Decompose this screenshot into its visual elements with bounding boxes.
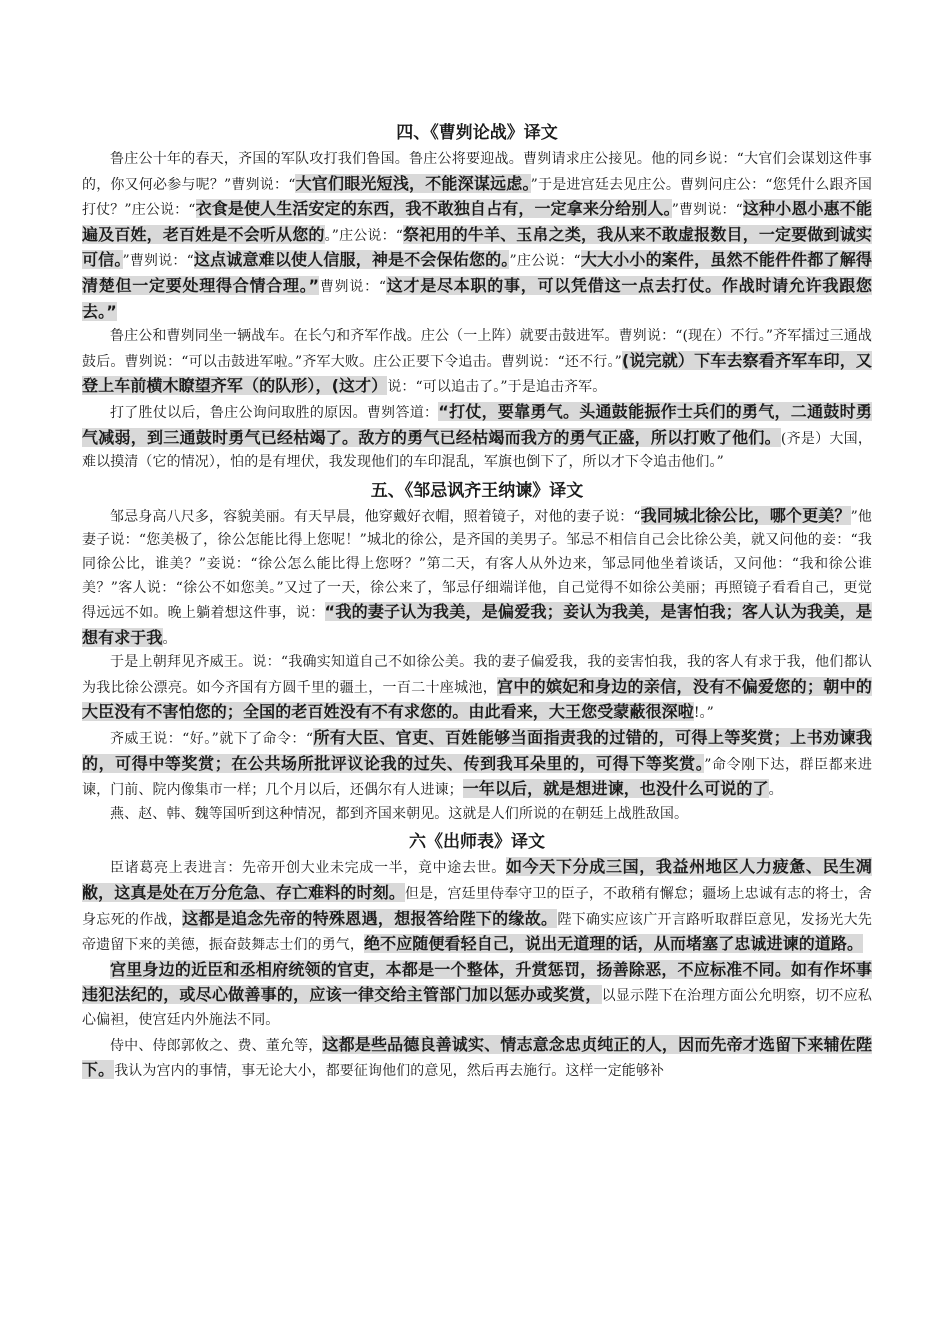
paragraph [82, 325, 872, 400]
body-text: 以显示陛下在治理方面公允明察，切不应私心偏袒，使宫廷内外施法不同。 [82, 988, 873, 1028]
highlighted-text: 大官们眼光短浅，不能深谋远虑。 [295, 173, 531, 193]
body-text: !。” [693, 705, 714, 722]
body-text: 齐威王说：“好。”就下了命令：“ [110, 731, 314, 748]
section-title: 四、《曹刿论战》译文 [396, 123, 558, 143]
body-text: ”庄公说：“ [509, 253, 581, 270]
highlighted-text: (说完就）下车去察看齐军车印，又登上车前横木瞭望齐军（的队形），(这才） [82, 350, 872, 396]
body-text: 打了胜仗以后，鲁庄公询问取胜的原因。曹刿答道： [110, 404, 439, 421]
section-title: 六《出师表》译文 [409, 832, 545, 853]
highlighted-text: 一年以后，就是想进谏，也没什么可说的了 [462, 779, 769, 799]
body-text: ”于是进宫廷去见庄公。曹刿问庄公：“您凭什么跟齐国打仗？”庄公说：“ [82, 176, 872, 219]
body-text: 鲁庄公和曹刿同坐一辆战车。在长勺和齐军作战。庄公（一上阵）就要击鼓进军。曹刿说：“(现在）不行。”齐军擂过三通战鼓后。曹刿说：“可以击鼓进军啦。”齐军大败。庄公正要下令追击。曹刿说：“还不行。” [82, 328, 872, 370]
body-text: ”命令刚下达，群臣都来进谏，门前、院内像集市一样；几个月以后，还偶尔有人进谏； [82, 756, 872, 799]
highlighted-text: 祭祀用的牛羊、玉帛之类，我从来不敢虚报数目，一定要做到诚实可信。 [82, 224, 872, 270]
paragraph [82, 651, 872, 726]
body-text: 但是，宫廷里侍奉守卫的臣子，不敢稍有懈怠；疆场上忠诚有志的将士，舍身忘死的作战， [82, 886, 872, 928]
section-zou-ji [82, 478, 872, 827]
highlighted-text: 这种小恩小惠不能遍及百姓，老百姓是不会听从您的 [82, 199, 872, 244]
highlighted-text: 绝不应随便看轻自己，说出无道理的话，从而堵塞了忠诚进谏的道路。 [364, 934, 864, 954]
section-title: 五、《邹忌讽齐王纳谏》译文 [370, 480, 584, 501]
paragraph [82, 726, 872, 803]
paragraph [82, 400, 872, 475]
highlighted-text: 如今天下分成三国，我益州地区人力疲惫、民生凋敝，这真是处在万分危急、存亡难料的时刻。 [82, 857, 873, 903]
body-text: 说：“可以追击了。”于是追击齐军。 [387, 379, 607, 396]
highlighted-text: 这都是些品德良善诚实、情志意念忠贞纯正的人，因而先帝才选留下来辅佐陛下。 [82, 1034, 872, 1080]
body-text: 曹刿说：“ [319, 278, 387, 295]
highlighted-text: 大大小小的案件，虽然不能件件都了解得清楚但一定要处理得合情合理。” [82, 250, 872, 295]
highlighted-text: “我的妻子认为我美，是偏爱我；妾认为我美，是害怕我；客人认为我美，是想有求于我 [82, 602, 872, 647]
highlighted-text: 宫里身边的近臣和丞相府统领的官吏，本都是一个整体，升赏惩罚，扬善除恶，不应标准不同。如有作坏事违犯法纪的，或尽心做善事的，应该一律交给主管部门加以惩办或奖赏， [82, 959, 872, 1005]
body-text: ”曹刿说：“ [122, 253, 194, 270]
body-text: 燕、赵、韩、魏等国听到这种情况，都到齐国来朝见。这就是人们所说的在朝廷上战胜敌国。 [110, 805, 689, 822]
body-text: 于是上朝拜见齐威王。说：“我确实知道自己不如徐公美。我的妻子偏爱我，我的妾害怕我，我的客人有求于我，他们都认为我比徐公漂亮。如今齐国有方圆千里的疆土，一百二十座城池， [82, 654, 872, 696]
paragraph [82, 148, 872, 325]
body-text: 我认为宫内的事情，事无论大小，都要征询他们的意见，然后再去施行。这样一定能够补 [114, 1063, 665, 1080]
highlighted-text: 衣食是使人生活安定的东西，我不敢独自占有，一定拿来分给别人。 [195, 199, 672, 219]
highlighted-text: 宫中的嫔妃和身边的亲信，没有不偏爱您的；朝中的大臣没有不害怕您的；全国的老百姓没有不有求您的。由此看来，大王您受蒙蔽很深啦 [82, 676, 872, 722]
body-text: ”他妻子说：“您美极了，徐公怎能比得上您呢！”城北的徐公，是齐国的美男子。邹忌不相信自己会比徐公美，就又问他的妾：“我同徐公比，谁美？”妾说：“徐公怎么能比得上您呀？”第二天，有客人从外边来，邹忌同他坐着谈话，又问他：“我和徐公谁美？”客人说：“徐公不如您美。”又过了一天，徐公来了，邹忌仔细端详他，自己觉得不如徐公美丽；再照镜子看看自己，更觉得远远不如。晚上躺着想这件事，说： [82, 508, 872, 622]
section-cao-gui [82, 120, 872, 475]
highlighted-text: 我同城北徐公比，哪个更美？ [640, 505, 851, 525]
paragraph [82, 958, 872, 1033]
highlighted-text: “打仗，要靠勇气。头通鼓能振作士兵们的勇气，二通鼓时勇气减弱，到三通鼓时勇气已经枯竭了。敌方的勇气已经枯竭而我方的勇气正盛，所以打败了他们。 [82, 401, 872, 447]
body-text: 陛下确实应该广开言路听取群臣意见，发扬光大先帝遗留下来的美德，振奋鼓舞志士们的勇气， [82, 911, 872, 954]
paragraph [82, 1033, 872, 1084]
highlighted-text: 所有大臣、官吏、百姓能够当面指责我的过错的，可得上等奖赏；上书劝谏我的，可得中等奖赏；在公共场所批评议论我的过失、传到我耳朵里的，可得下等奖赏。 [82, 728, 873, 773]
body-text: ”曹刿说：“ [671, 202, 743, 219]
document-page [82, 120, 872, 1084]
paragraph [82, 855, 872, 957]
body-text: 鲁庄公十年的春天，齐国的军队攻打我们鲁国。鲁庄公将要迎战。曹刿请求庄公接见。他的同乡说：“大官们会谋划这件事的，你又何必参与呢？”曹刿说：“ [82, 151, 872, 193]
paragraph [82, 504, 872, 652]
body-text: 。”庄公说：“ [324, 227, 404, 244]
body-text: 。 [768, 782, 783, 799]
body-text: 臣诸葛亮上表进言：先帝开创大业未完成一半，竟中途去世。 [110, 860, 506, 877]
body-text: 邹忌身高八尺多，容貌美丽。有天早晨，他穿戴好衣帽，照着镜子，对他的妻子说：“ [110, 508, 641, 525]
body-text: 侍中、侍郎郭攸之、费、董允等， [110, 1037, 323, 1054]
body-text: (齐是）大国，难以摸清（它的情况），怕的是有埋伏，我发现他们的车印混乱，军旗也倒下了，所以才下令追击他们。” [82, 430, 872, 471]
body-text: 。 [162, 630, 177, 647]
highlighted-text: 这都是追念先帝的特殊恩遇，想报答给陛下的缘故。 [182, 908, 558, 928]
section-chu-shi-biao [82, 829, 872, 1083]
paragraph [82, 803, 872, 827]
highlighted-text: 这点诚意难以使人信服，神是不会保佑您的。 [193, 250, 510, 270]
highlighted-text: 这才是尽本职的事，可以凭借这一点去打仗。作战时请允许我跟您去。” [82, 275, 872, 321]
